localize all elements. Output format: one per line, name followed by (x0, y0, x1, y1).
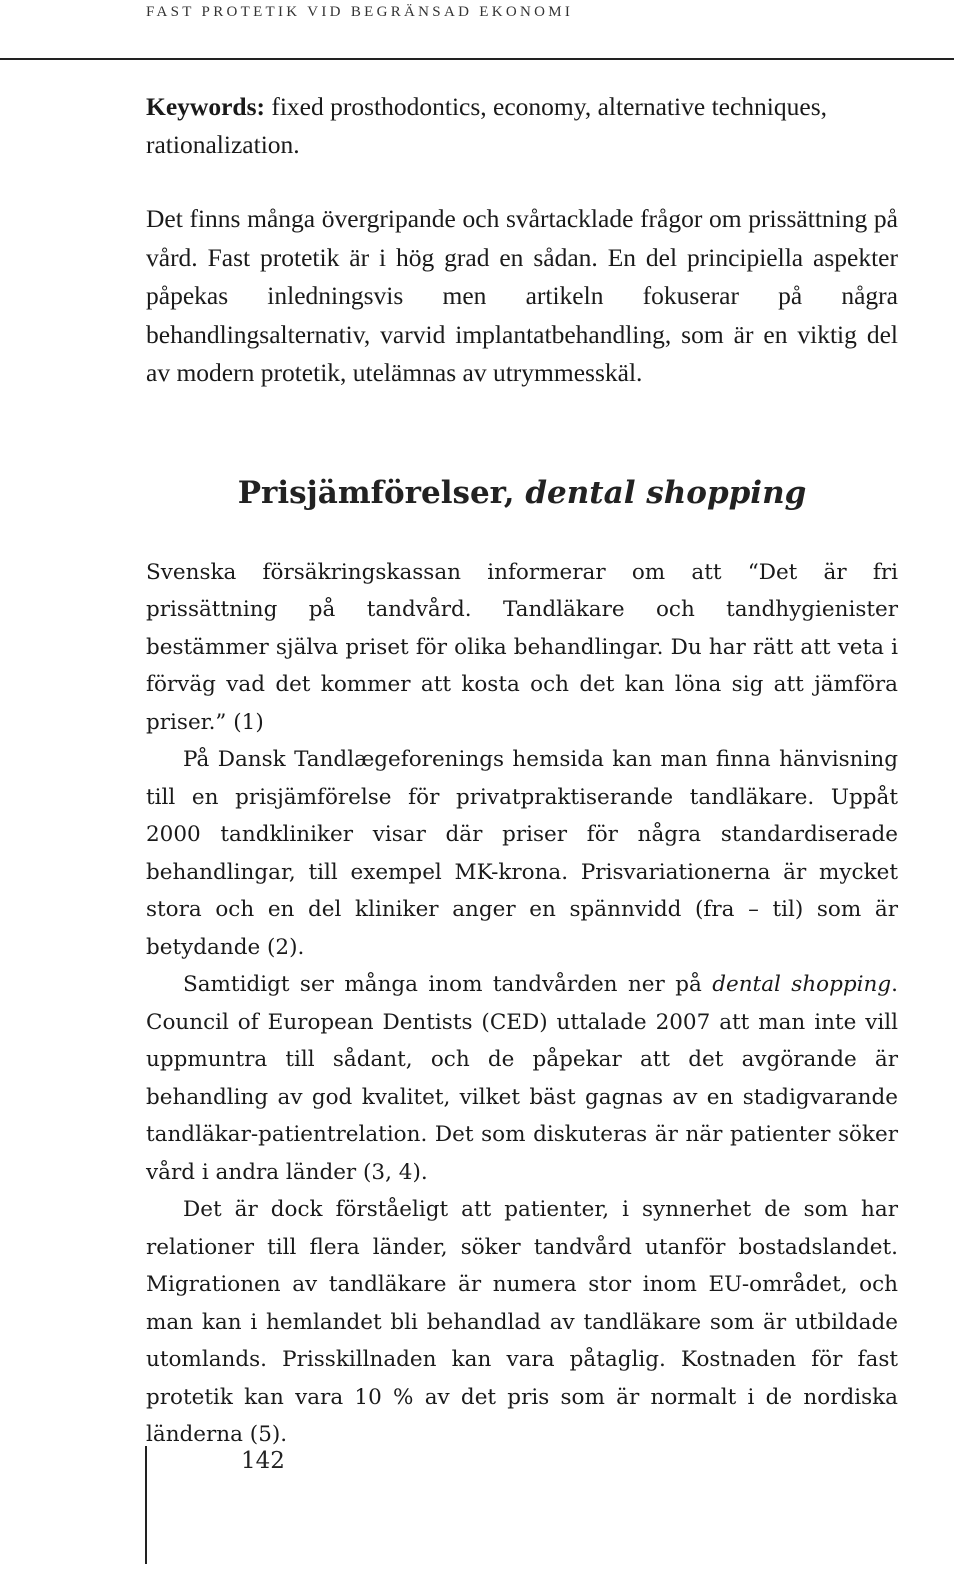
paragraph-4: Det är dock förståeligt att patienter, i synnerhet de som har relationer till flera länder, söker tandvård utanför bostadslandet. Migrationen av tandläkare är numera stor inom EU-området, och man kan i hemlandet bli behandlad av tandläkare som är utbildade utomlands. Prisskillnaden kan vara påtaglig. Kostnaden för fast protetik kan vara 10 % av det pris som är normalt i de nordiska länderna (5). (146, 1197, 898, 1447)
keywords-text: fixed prosthodontics, economy, alternative techniques, rationalization. (146, 92, 828, 159)
section-title (146, 473, 898, 513)
header-rule (0, 58, 954, 60)
running-header: FAST PROTETIK VID BEGRÄNSAD EKONOMI (146, 4, 574, 20)
paragraph-3-start: Samtidigt ser många inom tandvården ner på (183, 972, 713, 997)
paragraph-3 (146, 966, 898, 1191)
keywords-label: Keywords: (146, 92, 265, 121)
abstract: Det finns många övergripande och svårtacklade frågor om prissättning på vård. Fast protetik är i hög grad en sådan. En del principiella aspekter påpekas inledningsvis men artikeln fokuserar på några behandlingsalternativ, varvid implantatbehandling, som är en viktig del av modern protetik, utelämnas av utrymmesskäl. (146, 204, 898, 387)
section-title-italic: dental shopping (525, 474, 807, 511)
keywords (146, 88, 898, 163)
section-title-plain: Prisjämförelser, (237, 474, 526, 511)
page-content (146, 88, 898, 1454)
body-text (146, 554, 898, 1454)
paragraph-3-end: . Council of European Dentists (CED) uttalade 2007 att man inte vill uppmuntra till sådant, och de påpekar att det avgörande är behandling av god kvalitet, vilket bäst gagnas av en stadigvarande tandläkar-patientrelation. Det som diskuteras är när patienter söker vård i andra länder (3, 4). (146, 972, 898, 1185)
paragraph-1: Svenska försäkringskassan informerar om att “Det är fri prissättning på tandvård. Tandläkare och tandhygienister bestämmer själva priset för olika behandlingar. Du har rätt att veta i förväg vad det kommer att kosta och det kan löna sig att jämföra priser.” (1) (146, 559, 898, 735)
paragraph-3-italic: dental shopping (712, 972, 892, 997)
page-number: 142 (241, 1448, 285, 1474)
footer-rule (145, 1446, 147, 1564)
paragraph-2: På Dansk Tandlægeforenings hemsida kan man finna hänvisning till en prisjämförelse för privatpraktiserande tandläkare. Uppåt 2000 tandkliniker visar där priser för några standardiserade behandlingar, till exempel MK-krona. Prisvariationerna är mycket stora och en del kliniker anger en spännvidd (fra – til) som är betydande (2). (146, 747, 898, 960)
